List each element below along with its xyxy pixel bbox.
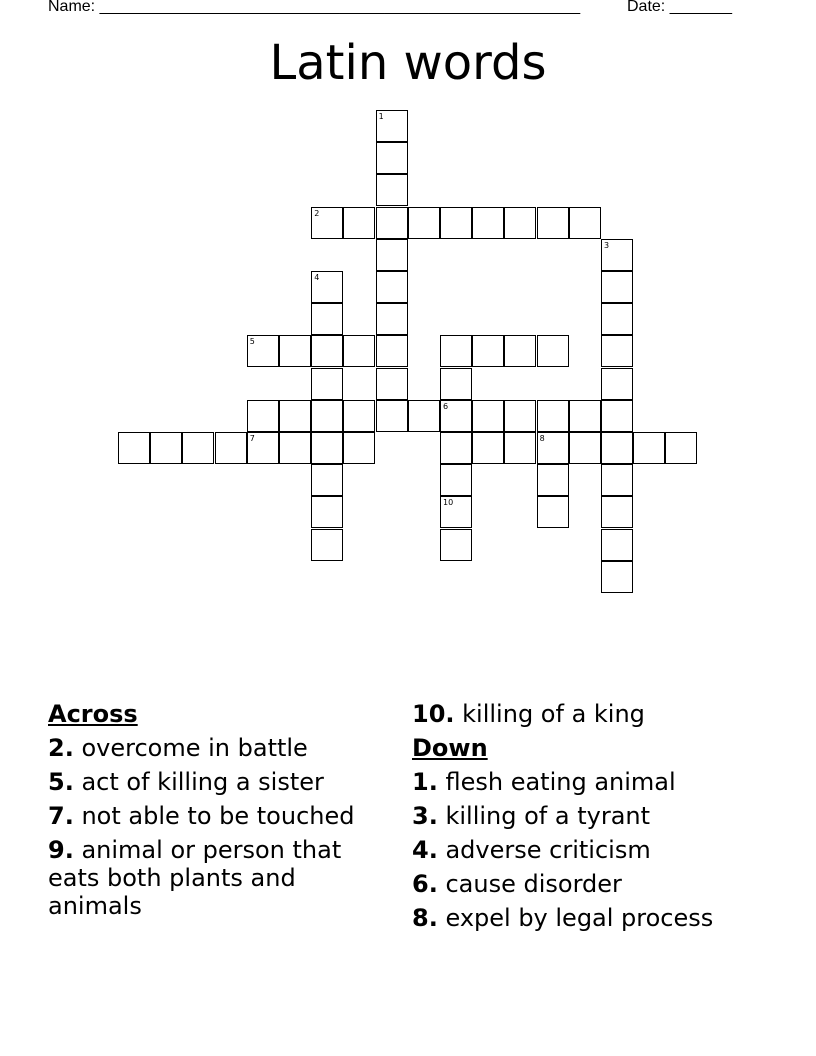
- crossword-cell: [601, 464, 633, 496]
- crossword-cell: [504, 400, 536, 432]
- date-line: Date: _______: [627, 0, 732, 15]
- crossword-cell: [247, 432, 279, 464]
- crossword-cell: [247, 400, 279, 432]
- crossword-cell: [311, 529, 343, 561]
- crossword-cell: [665, 432, 697, 464]
- name-line: Name: ______________________________________________________: [48, 0, 581, 15]
- crossword-cell: [601, 303, 633, 335]
- clue-down-8: [412, 904, 782, 932]
- clue-text: cause disorder: [445, 870, 622, 898]
- clue-down-4: [412, 836, 782, 864]
- crossword-cell: [472, 335, 504, 367]
- crossword-cell: [311, 368, 343, 400]
- crossword-cell: [569, 207, 601, 239]
- clue-number-label: 10: [443, 498, 454, 508]
- crossword-cell: [311, 496, 343, 528]
- crossword-cell: [472, 432, 504, 464]
- crossword-cell: [601, 271, 633, 303]
- crossword-cell: [182, 432, 214, 464]
- clue-text: flesh eating animal: [445, 768, 676, 796]
- crossword-cell: [537, 432, 569, 464]
- clue-across-9: [48, 836, 378, 920]
- crossword-cell: [247, 335, 279, 367]
- crossword-cell: [343, 432, 375, 464]
- clue-number-label: 6: [443, 401, 449, 411]
- clues-right-column: [412, 700, 782, 938]
- crossword-cell: [408, 207, 440, 239]
- crossword-cell: [376, 207, 408, 239]
- clues-left-column: [48, 700, 378, 926]
- crossword-cell: [343, 207, 375, 239]
- crossword-cell: [440, 335, 472, 367]
- crossword-cell: [569, 432, 601, 464]
- clue-number-label: 5: [249, 337, 255, 347]
- crossword-cell: [311, 271, 343, 303]
- crossword-cell: [279, 400, 311, 432]
- crossword-cell: [408, 400, 440, 432]
- crossword-cell: [504, 335, 536, 367]
- crossword-cell: [376, 142, 408, 174]
- crossword-cell: [537, 464, 569, 496]
- crossword-cell: [440, 496, 472, 528]
- clue-text: animal or person that eats both plants and animals: [48, 836, 342, 920]
- crossword-cell: [601, 400, 633, 432]
- clue-across-10: [412, 700, 782, 728]
- crossword-cell: [215, 432, 247, 464]
- crossword-cell: [440, 432, 472, 464]
- crossword-cell: [376, 239, 408, 271]
- clue-number-label: 2: [314, 208, 320, 218]
- crossword-cell: [569, 400, 601, 432]
- clue-number-label: 8: [539, 434, 545, 443]
- crossword-cell: [376, 368, 408, 400]
- clue-text: killing of a tyrant: [445, 802, 651, 830]
- crossword-cell: [472, 207, 504, 239]
- crossword-cell: [311, 335, 343, 367]
- clue-across-2: [48, 734, 378, 762]
- crossword-cell: [601, 432, 633, 464]
- clue-text: killing of a king: [462, 700, 645, 728]
- crossword-cell: [376, 303, 408, 335]
- clue-number-label: 7: [249, 434, 255, 443]
- crossword-cell: [537, 207, 569, 239]
- crossword-cell: [440, 368, 472, 400]
- crossword-cell: [504, 432, 536, 464]
- down-heading: Down: [412, 734, 488, 762]
- crossword-cell: [601, 239, 633, 271]
- crossword-cell: [376, 174, 408, 206]
- crossword-cell: [440, 464, 472, 496]
- crossword-cell: [376, 271, 408, 303]
- clue-number: 7.: [48, 802, 74, 830]
- crossword-cell: [440, 400, 472, 432]
- crossword-cell: [311, 207, 343, 239]
- crossword-cell: [601, 529, 633, 561]
- across-heading: Across: [48, 700, 138, 728]
- crossword-cell: [601, 368, 633, 400]
- crossword-cell: [440, 207, 472, 239]
- clue-across-7: [48, 802, 378, 830]
- clue-number-label: 1: [378, 112, 384, 121]
- clue-number: 5.: [48, 768, 74, 796]
- clue-text: adverse criticism: [445, 836, 651, 864]
- crossword-cell: [537, 335, 569, 367]
- crossword-cell: [343, 400, 375, 432]
- crossword-cell: [440, 529, 472, 561]
- crossword-cell: [504, 207, 536, 239]
- crossword-cell: [311, 432, 343, 464]
- crossword-cell: [633, 432, 665, 464]
- clue-text: overcome in battle: [81, 734, 308, 762]
- crossword-cell: [311, 464, 343, 496]
- clue-number: 10.: [412, 700, 455, 728]
- crossword-cell: [537, 400, 569, 432]
- clue-down-1: [412, 768, 782, 796]
- clue-down-6: [412, 870, 782, 898]
- clue-number: 3.: [412, 802, 438, 830]
- clue-number: 9.: [48, 836, 74, 864]
- crossword-cell: [472, 400, 504, 432]
- clue-text: expel by legal process: [445, 904, 714, 932]
- clue-number-label: 3: [604, 240, 610, 250]
- clue-number: 2.: [48, 734, 74, 762]
- page-title: Latin words: [269, 35, 547, 91]
- crossword-cell: [376, 335, 408, 367]
- clue-text: not able to be touched: [81, 802, 355, 830]
- clue-number: 6.: [412, 870, 438, 898]
- crossword-cell: [150, 432, 182, 464]
- crossword-cell: [311, 303, 343, 335]
- crossword-cell: [601, 335, 633, 367]
- clue-down-3: [412, 802, 782, 830]
- crossword-cell: [537, 496, 569, 528]
- clue-text: act of killing a sister: [81, 768, 324, 796]
- clue-number: 1.: [412, 768, 438, 796]
- crossword-cell: [279, 335, 311, 367]
- crossword-cell: [376, 400, 408, 432]
- crossword-cell: [601, 496, 633, 528]
- crossword-cell: [118, 432, 150, 464]
- clue-across-5: [48, 768, 378, 796]
- crossword-cell: [311, 400, 343, 432]
- crossword-cell: [343, 335, 375, 367]
- crossword-cell: [376, 110, 408, 142]
- crossword-cell: [601, 561, 633, 593]
- crossword-cell: [279, 432, 311, 464]
- clue-number: 4.: [412, 836, 438, 864]
- clue-number: 8.: [412, 904, 438, 932]
- clue-number-label: 4: [314, 273, 320, 282]
